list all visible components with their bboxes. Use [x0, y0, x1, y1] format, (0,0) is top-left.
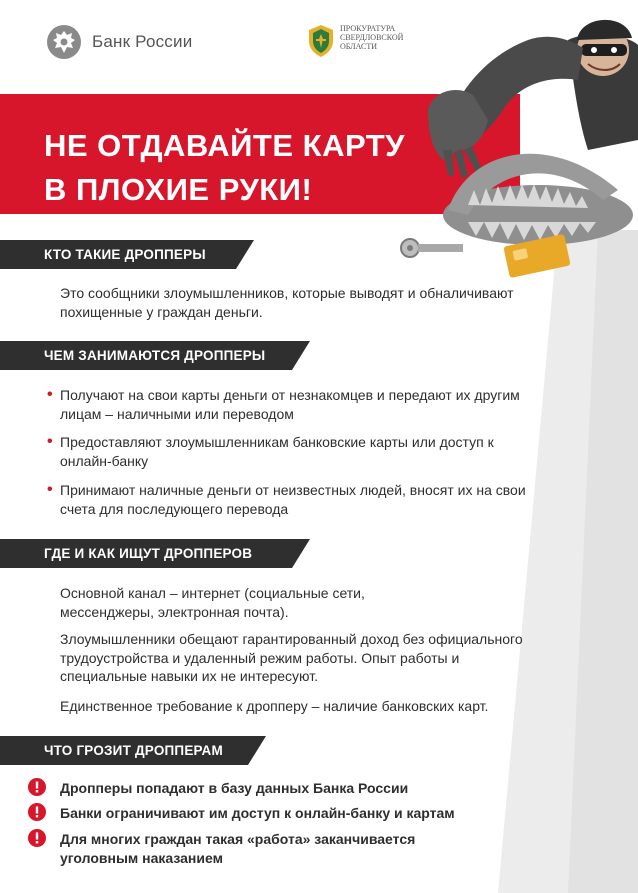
- title-line-1: НЕ ОТДАВАЙТЕ КАРТУ: [44, 128, 405, 163]
- warning-icon: [28, 778, 46, 796]
- list-item: Дропперы попадают в базу данных Банка России: [60, 780, 409, 796]
- title-line-2: В ПЛОХИЕ РУКИ!: [44, 172, 313, 207]
- list-item: Предоставляют злоумышленникам банковские карты или доступ к онлайн-банку: [60, 434, 494, 469]
- section-header-who: КТО ТАКИЕ ДРОППЕРЫ: [0, 240, 236, 269]
- prosecutor-line-2: СВЕРДЛОВСКОЙ: [340, 33, 404, 42]
- double-headed-eagle-icon: [46, 24, 82, 60]
- prosecutor-line-1: ПРОКУРАТУРА: [340, 24, 396, 33]
- warning-icon: [28, 829, 46, 847]
- list-item: Банки ограничивают им доступ к онлайн-банку и картам: [60, 805, 455, 821]
- warning-icon: [28, 803, 46, 821]
- who-description: Это сообщники злоумышленников, которые выводят и обналичивают похищенные у граждан деньги.: [60, 285, 514, 320]
- prosecutor-line-3: ОБЛАСТИ: [340, 42, 377, 51]
- bank-name: Банк России: [92, 32, 193, 51]
- where-paragraph: Единственное требование к дропперу – наличие банковских карт.: [60, 698, 489, 714]
- bank-of-russia-logo: [46, 24, 192, 60]
- where-paragraph: Основной канал – интернет (социальные сети, мессенджеры, электронная почта).: [60, 585, 365, 620]
- list-item: Для многих граждан такая «работа» заканчивается уголовным наказанием: [60, 831, 416, 866]
- where-paragraph: Злоумышленники обещают гарантированный доход без официального трудоустройства и удаленный режим работы. Опыт работы и специальные навыки их не интересуют.: [60, 631, 523, 684]
- section-header-what: ЧЕМ ЗАНИМАЮТСЯ ДРОППЕРЫ: [0, 341, 292, 370]
- prosecutor-emblem-icon: [307, 24, 335, 58]
- bullet-dot: •: [47, 481, 53, 498]
- section-header-threat: ЧТО ГРОЗИТ ДРОППЕРАМ: [0, 736, 248, 765]
- thief-hand-trap-illustration: [388, 0, 638, 290]
- section-header-where: ГДЕ И КАК ИЩУТ ДРОППЕРОВ: [0, 539, 292, 568]
- list-item: Принимают наличные деньги от неизвестных людей, вносят их на свои счета для последующего перевода: [60, 482, 526, 517]
- list-item: Получают на свои карты деньги от незнакомцев и передают их другим лицам – наличными или переводом: [60, 387, 520, 422]
- page-title: [44, 124, 444, 212]
- bullet-dot: •: [47, 433, 53, 450]
- bullet-dot: •: [47, 386, 53, 403]
